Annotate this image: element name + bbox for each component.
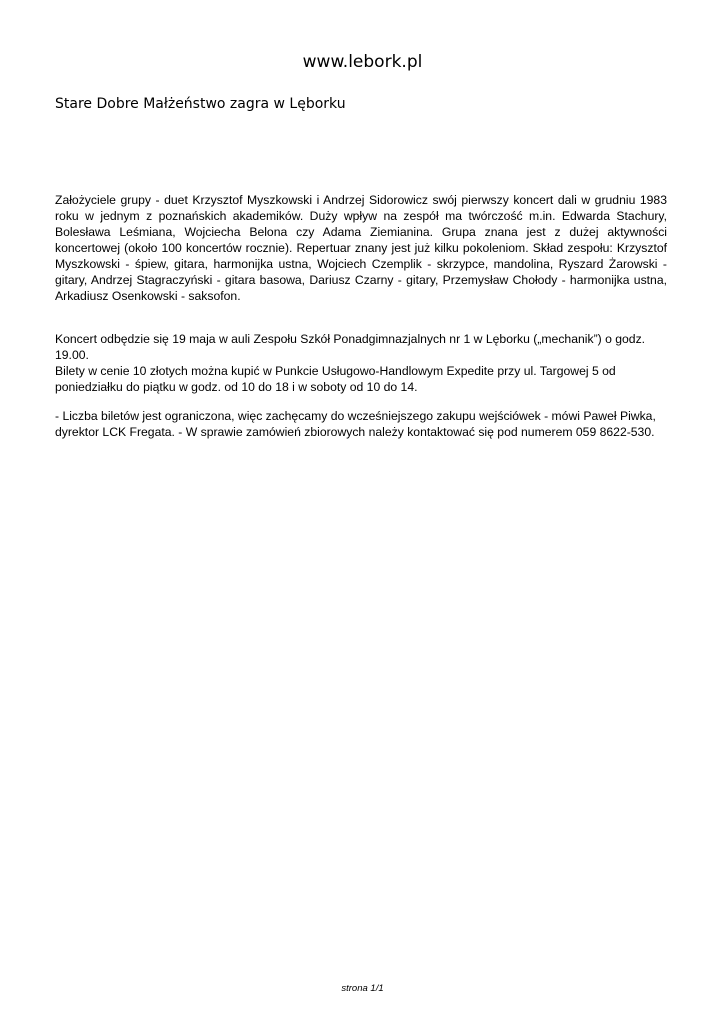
concert-info-paragraph [55, 331, 667, 395]
tickets-line: poniedziałku do piątku w godz. od 10 do 18 i w soboty od 10 do 14. [55, 380, 418, 394]
concert-line: Koncert odbędzie się 19 maja w auli Zespołu Szkół Ponadgimnazjalnych nr 1 w Lęborku („mechanik”) o godz. [55, 332, 646, 346]
quote-paragraph [55, 408, 667, 440]
concert-line: 19.00. [55, 348, 89, 362]
page-number: strona 1/1 [341, 983, 384, 994]
intro-paragraph: Założyciele grupy - duet Krzysztof Myszkowski i Andrzej Sidorowicz swój pierwszy koncert dali w grudniu 1983 roku w jednym z poznańskich akademików. Duży wpływ na zespół ma twórczość m.in. Edwarda Stachury, Bolesława Leśmiana, Wojciecha Belona czy Adama Ziemianina. Grupa znana jest z dużej aktywności koncertowej (około 100 koncertów rocznie). Repertuar znany jest już kilku pokoleniom. Skład zespołu: Krzysztof Myszkowski - śpiew, gitara, harmonijka ustna, Wojciech Czemplik - skrzypce, mandolina, Ryszard Żarowski - gitary, Andrzej Stagraczyński - gitara basowa, Dariusz Czarny - gitary, Przemysław Chołody - harmonijka ustna, Arkadiusz Osenkowski - saksofon. [55, 193, 667, 303]
quote-line: dyrektor LCK Fregata. - W sprawie zamówień zbiorowych należy kontaktować się pod numerem 059 8622-530. [55, 425, 655, 439]
tickets-line: Bilety w cenie 10 złotych można kupić w Punkcie Usługowo-Handlowym Expedite przy ul. Targowej 5 od [55, 364, 616, 378]
quote-line: - Liczba biletów jest ograniczona, więc zachęcamy do wcześniejszego zakupu wejściówek - mówi Paweł Piwka, [55, 409, 656, 423]
site-header: www.lebork.pl [302, 52, 423, 72]
article-title: Stare Dobre Małżeństwo zagra w Lęborku [55, 96, 346, 112]
